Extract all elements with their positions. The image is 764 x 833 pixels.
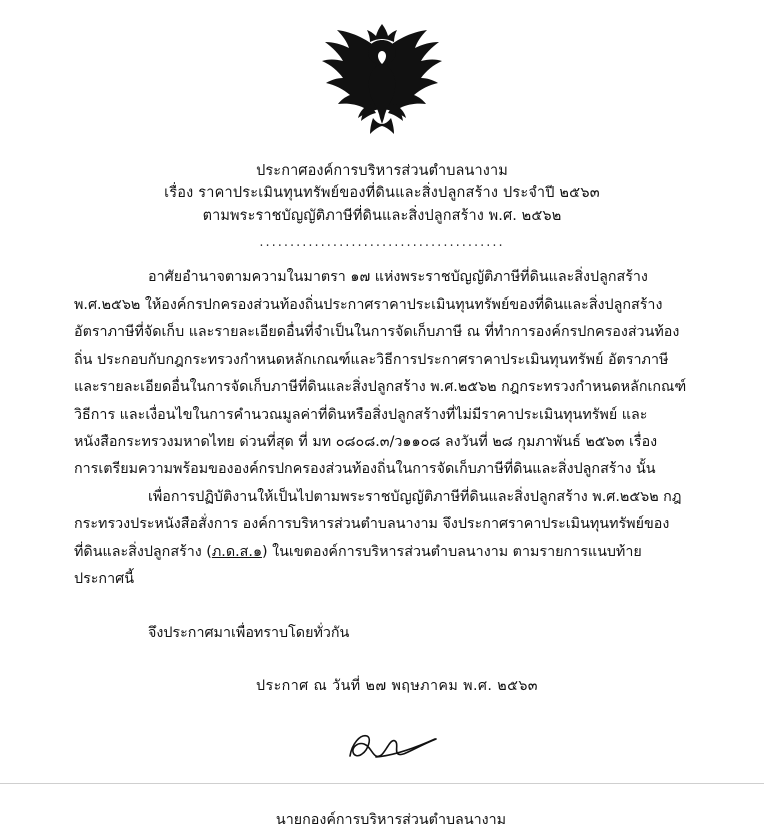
decorative-divider: ........................................ — [259, 235, 505, 251]
page-outer-area — [0, 784, 764, 811]
signature-container — [74, 726, 690, 772]
body-paragraph-2 — [74, 484, 690, 594]
garuda-emblem — [317, 18, 447, 136]
document-body — [74, 264, 690, 833]
emblem-container — [0, 0, 764, 136]
document-heading — [0, 160, 764, 227]
closing-statement: จึงประกาศมาเพื่อทราบโดยทั่วกัน — [148, 624, 350, 641]
body-paragraph-1: อาศัยอำนาจตามความในมาตรา ๑๗ แห่งพระราชบัญญัติภาษีที่ดินและสิ่งปลูกสร้าง พ.ศ.๒๕๖๒ ให้องค์กรปกครองส่วนท้องถิ่นประกาศราคาประเมินทุนทรัพย์ของที่ดินและสิ่งปลูกสร้าง อัตราภาษีที่จัดเก็บ และรายละเอียดอื่นที่จำเป็นในการจัดเก็บภาษี ณ ที่ทำการองค์กรปกครองส่วนท้องถิ่น ประกอบกับกฎกระทรวงกำหนดหลักเกณฑ์และวิธีการประกาศราคาประเมินทุนทรัพย์ อัตราภาษีและรายละเอียดอื่นในการจัดเก็บภาษีที่ดินและสิ่งปลูกสร้าง พ.ศ.๒๕๖๒ กฎกระทรวงกำหนดหลักเกณฑ์ วิธีการ และเงื่อนไขในการคำนวณมูลค่าที่ดินหรือสิ่งปลูกสร้างที่ไม่มีราคาประเมินทุนทรัพย์ และหนังสือกระทรวงมหาดไทย ด่วนที่สุด ที่ มท ๐๘๐๘.๓/ว๑๑๐๘ ลงวันที่ ๒๘ กุมภาพันธ์ ๒๕๖๓ เรื่อง การเตรียมความพร้อมขององค์กรปกครองส่วนท้องถิ่นในการจัดเก็บภาษีที่ดินและสิ่งปลูกสร้าง นั้น — [74, 269, 687, 478]
body-paragraph-2-after: ) ในเขตองค์การบริหารส่วนตำบลนางาม ตามรายการแนบท้ายประกาศนี้ — [74, 543, 642, 588]
body-paragraph-2-before: เพื่อการปฏิบัติงานให้เป็นไปตามพระราชบัญญัติภาษีที่ดินและสิ่งปลูกสร้าง พ.ศ.๒๕๖๒ กฎกระทรวงประหนังสือสั่งการ องค์การบริหารส่วนตำบลนางาม จึงประกาศราคาประเมินทุนทรัพย์ของที่ดินและสิ่งปลูกสร้าง ( — [74, 488, 682, 560]
announcement-date: ประกาศ ณ วันที่ ๒๗ พฤษภาคม พ.ศ. ๒๕๖๓ — [256, 677, 538, 694]
signer-title: นายกองค์การบริหารส่วนตำบลนางาม — [275, 811, 507, 828]
heading-line-3: ตามพระราชบัญญัติภาษีที่ดินและสิ่งปลูกสร้าง พ.ศ. ๒๕๖๒ — [202, 207, 562, 224]
handwritten-signature-icon — [336, 726, 446, 772]
heading-line-2: เรื่อง ราคาประเมินทุนทรัพย์ของที่ดินและสิ่งปลูกสร้าง ประจำปี ๒๕๖๓ — [164, 185, 600, 202]
form-code-reference: ภ.ด.ส.๑ — [211, 543, 263, 560]
heading-line-1: ประกาศองค์การบริหารส่วนตำบลนางาม — [256, 163, 508, 179]
